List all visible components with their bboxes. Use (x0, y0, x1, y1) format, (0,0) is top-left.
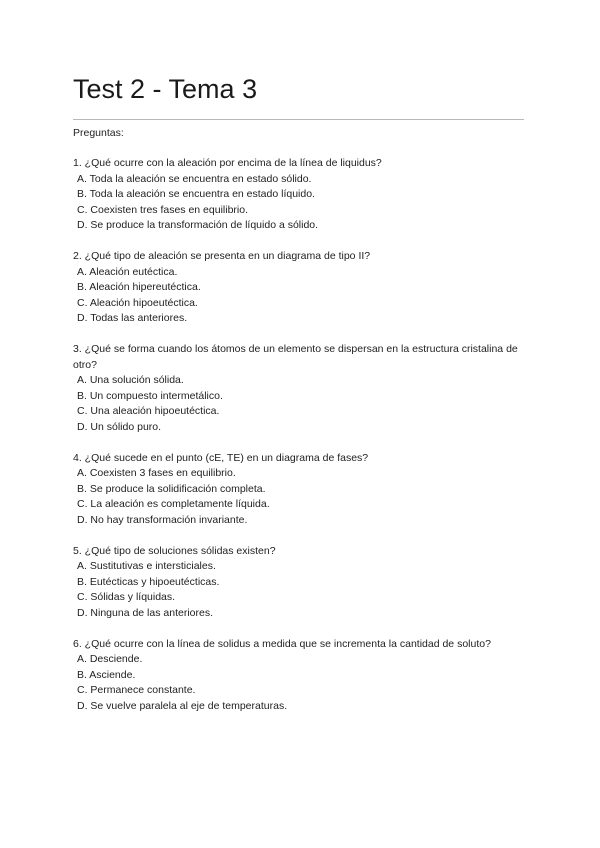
option-c: C. La aleación es completamente líquida. (77, 498, 270, 510)
question-list (73, 156, 533, 730)
question-4 (73, 451, 533, 529)
option-d: D. No hay transformación invariante. (77, 513, 248, 526)
option-b: B. Un compuesto intermetálico. (77, 389, 223, 402)
option-b: B. Se produce la solidificación completa. (77, 482, 266, 495)
question-text: 1. ¿Qué ocurre con la aleación por encima de la línea de liquidus? (73, 157, 382, 169)
option-c: C. Sólidas y líquidas. (77, 591, 176, 603)
option-d: D. Ninguna de las anteriores. (77, 606, 213, 619)
option-a: A. Sustitutivas e intersticiales. (77, 560, 216, 572)
option-c: C. Permanece constante. (77, 684, 196, 696)
option-b: B. Asciende. (77, 668, 136, 681)
option-d: D. Se vuelve paralela al eje de temperaturas. (77, 699, 288, 712)
question-text: 5. ¿Qué tipo de soluciones sólidas existen? (73, 544, 276, 557)
option-d: D. Todas las anteriores. (77, 312, 188, 324)
question-3 (73, 342, 533, 435)
option-b: B. Eutécticas y hipoeutécticas. (77, 575, 220, 588)
option-c: C. Aleación hipoeutéctica. (77, 296, 198, 309)
question-6 (73, 637, 533, 715)
option-d: D. Se produce la transformación de líquido a sólido. (77, 219, 319, 231)
title-divider (73, 119, 524, 120)
question-text: 6. ¿Qué ocurre con la línea de solidus a medida que se incrementa la cantidad de soluto? (73, 637, 491, 650)
option-a: A. Una solución sólida. (77, 374, 184, 386)
option-a: A. Desciende. (77, 653, 143, 665)
option-b: B. Toda la aleación se encuentra en estado líquido. (77, 188, 315, 200)
questions-heading: Preguntas: (73, 127, 124, 139)
option-a: A. Toda la aleación se encuentra en estado sólido. (77, 172, 312, 185)
option-c: C. Coexisten tres fases en equilibrio. (77, 203, 248, 216)
option-b: B. Aleación hipereutéctica. (77, 281, 201, 293)
option-a: A. Aleación eutéctica. (77, 265, 178, 278)
question-5 (73, 544, 533, 622)
question-1 (73, 156, 533, 234)
question-text: 2. ¿Qué tipo de aleación se presenta en un diagrama de tipo II? (73, 250, 371, 262)
option-a: A. Coexisten 3 fases en equilibrio. (77, 467, 236, 479)
document-title: Test 2 - Tema 3 (73, 74, 258, 104)
option-c: C. Una aleación hipoeutéctica. (77, 405, 220, 417)
question-text: 4. ¿Qué sucede en el punto (cE, TE) en un diagrama de fases? (73, 451, 369, 464)
question-2 (73, 249, 533, 327)
question-text: 3. ¿Qué se forma cuando los átomos de un elemento se dispersan en la estructura cristalina de otro? (73, 343, 518, 371)
option-d: D. Un sólido puro. (77, 420, 162, 433)
